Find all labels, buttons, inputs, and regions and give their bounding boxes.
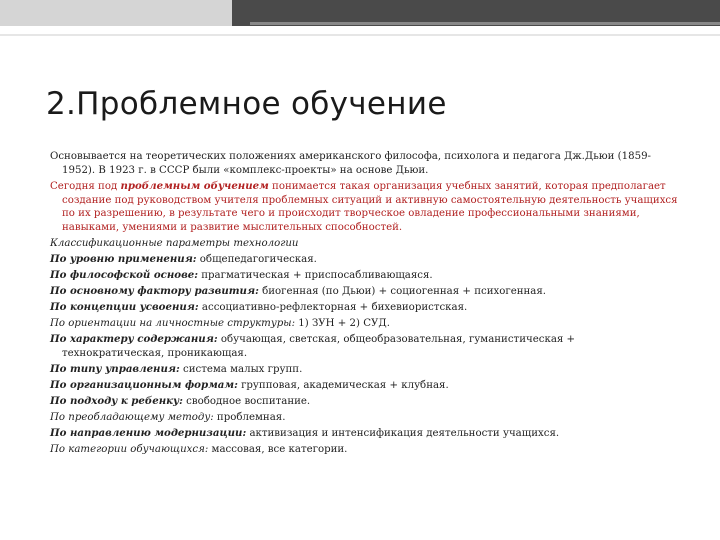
- definition-text: понимается такая организация учебных занятий, которая предполагает создание под руководством учителя проблемных ситуаций и активную самостоятельную деятельность учащихся по их разрешению, в результате чего и происходит творческое овладение профессиональными знаниями, навыками, умениями и развитие мыслительных способностей.: [62, 180, 678, 234]
- classification-value: свободное воспитание.: [182, 395, 311, 407]
- classification-item: [50, 395, 680, 409]
- classification-value: система малых групп.: [179, 363, 303, 375]
- classification-label: По характеру содержания:: [50, 333, 218, 346]
- classification-label: По ориентации на личностные структуры:: [50, 318, 296, 330]
- definition-prefix: Сегодня под: [50, 180, 121, 192]
- classification-label: По типу управления:: [50, 362, 180, 375]
- classification-label: По концепции усвоения:: [50, 301, 199, 314]
- classification-item: [50, 269, 680, 283]
- classification-label: По направлению модернизации:: [50, 426, 247, 439]
- classification-label: По категории обучающихся:: [50, 443, 209, 455]
- classification-list: [50, 253, 680, 456]
- top-bar-line: [250, 22, 720, 25]
- classification-item: [50, 285, 680, 299]
- classification-label: По организационным формам:: [50, 378, 238, 391]
- classification-value: обучающая, светская, общеобразовательная, гуманистическая + технократическая, проникающая.: [62, 334, 576, 359]
- classification-item: [50, 427, 680, 441]
- classification-value: прагматическая + приспосабливающаяся.: [198, 270, 433, 282]
- classification-item: [50, 333, 680, 361]
- classification-heading: Классификационные параметры технологии: [50, 238, 299, 250]
- classification-item: [50, 253, 680, 267]
- definition-term: проблемным обучением: [120, 179, 269, 192]
- classification-value: биогенная (по Дьюи) + социогенная + психогенная.: [258, 286, 547, 298]
- classification-label: По преобладающему методу:: [50, 411, 214, 423]
- classification-item: [50, 301, 680, 315]
- classification-label: По основному фактору развития:: [50, 285, 259, 298]
- classification-value: групповая, академическая + клубная.: [237, 379, 449, 391]
- classification-value: массовая, все категории.: [208, 443, 348, 455]
- classification-value: активизация и интенсификация деятельности учащихся.: [246, 427, 560, 439]
- classification-value: 1) ЗУН + 2) СУД.: [295, 318, 390, 330]
- classification-item: [50, 363, 680, 377]
- paragraph-definition: [50, 180, 680, 235]
- slide-title: 2.Проблемное обучение: [46, 86, 447, 122]
- slide-content: [50, 150, 680, 459]
- classification-item: [50, 379, 680, 393]
- classification-item: [50, 411, 680, 425]
- classification-label: По философской основе:: [50, 269, 198, 282]
- accent-line: [0, 34, 720, 36]
- classification-item: [50, 443, 680, 457]
- classification-value: проблемная.: [213, 411, 286, 423]
- classification-value: ассоциативно-рефлекторная + бихевиористская.: [198, 302, 468, 314]
- paragraph-intro: Основывается на теоретических положениях американского философа, психолога и педагога Дж.Дьюи (1859-1952). В 1923 г. в СССР были «комплекс-проекты» на основе Дьюи.: [50, 151, 651, 176]
- classification-label: По подходу к ребенку:: [50, 394, 183, 407]
- classification-item: [50, 317, 680, 331]
- classification-label: По уровню применения:: [50, 253, 197, 266]
- classification-value: общепедагогическая.: [196, 254, 317, 266]
